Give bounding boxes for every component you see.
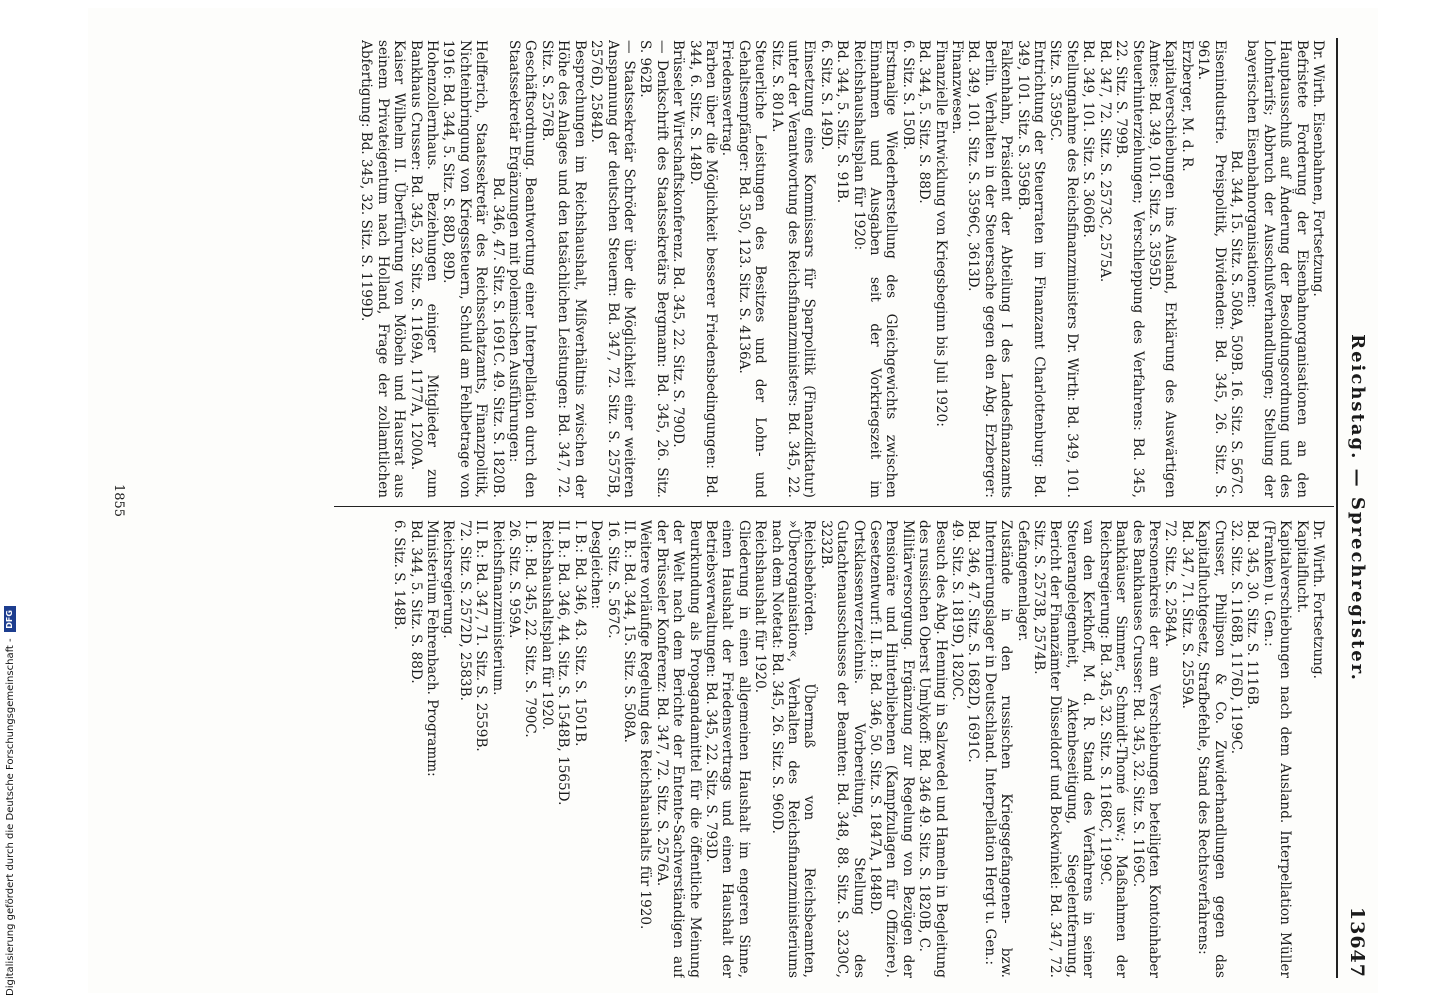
column-divider [334,506,1334,507]
register-entry: Kaiser Wilhelm II. Überführung von Möbeln und Hausrat aus seinem Privateigentum nach Holland, Frage der zollamtlichen Abfertigung: Bd. 345, 32. Sitz. S. 1199D. [358,40,408,498]
register-entry: Erzberger, M. d. R. Kapitalverschiebungen ins Ausland, Erklärung des Auswärtigen Amtes: Bd. 349, 101. Sitz. S. 3595D. Steuerhinterziehungen; Verschleppung des Verfahrens: Bd. 345, 22. Sitz. S. 799B. Bd. 347, 72. Sitz. S. 2573C, 2575A. Bd. 349, 101. Sitz. S. 3606B. Stellungnahme des Reichsfinanzministers Dr. Wirth: Bd. 349, 101. Sitz. S. 3595C. Entrichtung der Steuerraten im Finanzamt Charlottenburg: Bd. 349, 101. Sitz. S. 3596B. [1014,40,1195,498]
register-entry: Dr. Wirth. Eisenbahnen, Fortsetzung. Befristete Forderung der Eisenbahnorganisationen an den Hauptausschuß auf Änderung der Besoldungsordnung und des Lohntarifs; Abbruch der Ausschußverhandlungen; Stellung der bayerischen Eisenbahnorganisationen: Bd. 344, 15. Sitz. S. 508A, 509B. 16. Sitz. S. 567C. [1227,40,1326,498]
right-column [146,520,1326,978]
header-rule [1336,38,1338,978]
register-entry: Helfferich, Staatssekretär des Reichsschatzamts, Finanzpolitik, Nichteinbringung von Kriegssteuern, Schuld am Fehlbetrage von 1916: Bd. 344, 5. Sitz. S. 88D, 89D. [440,40,490,498]
register-entry: van den Kerkhoff, M. d. R. Stand des Verfahrens in seiner Steuerangelegenheit, Aktenbeseitigung, Siegelentfernung, Bericht der Finanzämter Düsseldorf und Bockwinkel: Bd. 347, 72. Sitz. S. 2573B, 2574B. [1031,520,1097,978]
register-entry: Gefangenenlager. Zustände in den russischen Kriegsgefangenen- bzw. Internierungslager in Deutschland. Interpellation Hergt u. Gen.: Bd. 346, 47. Sitz. S. 1682D, 1691C. 49. Sitz. S. 1819D, 1820C. Besuch des Abg. Henning in Salzwedel und Hameln in Begleitung des russischen Oberst Umlykoff: Bd. 346 49. Sitz. S. 1820B, C. [916,520,1031,978]
digitization-notice [4,606,16,996]
digitization-text: Digitalisierung gefördert durch die Deutsche Forschungsgemeinschaft - [4,638,16,996]
page-header [1340,38,1374,978]
register-page [88,8,1378,993]
left-column [146,40,1326,498]
register-entry: Dr. Wirth. Fortsetzung. Kapitalflucht. Kapitalverschiebungen nach dem Ausland. Interpellation Müller (Franken) u. Gen.: Bd. 345, 30. Sitz. S. 1116B. 32. Sitz. S. 1168B, 1176D, 1199C. Crusser, Philipson & Co. Zuwiderhandlungen gegen das Kapitalfluchtgesetz, Strafbefehle, Stand des Rechtsverfahrens: Bd. 347, 71. Sitz. S. 2559A. 72. Sitz. S. 2584A. Personenkreis der am Verschiebungen beteiligten Kontoinhaber des Bankhauses Crusser: Bd. 345, 32. Sitz. S. 1169C. Bankhäuser Simmer, Schmidt-Thomé usw.; Maßnahmen der Reichsregierung: Bd. 345, 32. Sitz. S. 1168C, 1199C. [1096,520,1326,978]
register-entry: Reichsfinanzministerium. II. B.: Bd. 347, 71. Sitz. S. 2559B. 72. Sitz. S. 2572D, 2583B. [456,520,506,752]
register-entry: Ortsklassenverzeichnis. Vorbereitung, Stellung des Gutachtenausschusses der Beamten: Bd. 348, 88. Sitz. S. 3230C, 3232B. [817,520,867,978]
register-entry: Reichshaushalt für 1920. Gliederung in einen allgemeinen Haushalt im engeren Sinne, einen Haushalt der Friedensvertrags und einen Haushalt der Betriebsverwaltungen: Bd. 345, 22. Sitz. S. 793D. Beurkundung als Propagandamittel für die öffentliche Meinung der Welt nach dem Berichte der Entente-Sachverständigen auf der Brüsseler Konferenz: Bd. 347, 72. Sitz. S. 2576A. Weitere vorläufige Regelung des Reichshaushalts für 1920. II. B.: Bd. 344, 15. Sitz. S. 508A. 16. Sitz. S. 567C. Desgleichen: I. B.: Bd. 346, 43. Sitz. S. 1501B. II. B.: Bd. 346, 44. Sitz. S. 1548B, 1565D. Reichshaushaltsplan für 1920. I. B.: Bd. 345, 22. Sitz. S. 790C. 26. Sitz. S. 959A. [506,520,769,978]
register-entry: Reichsregierung. Ministerium Fehrenbach. Programm: Bd. 344, 5. Sitz. S. 88D. 6. Sitz. S. 148B. [391,520,457,777]
register-entry: Geschäftsordnung. Beantwortung einer Interpellation durch den Staatssekretär Ergänzungen mit polemischen Ausführungen: Bd. 346, 47. Sitz. S. 1691C. 49. Sitz. S. 1820B. [489,40,539,498]
dfg-logo: DFG [4,606,16,632]
sheet-number: 1855 [111,483,126,518]
register-entry: Reichsbehörden. Übermaß von Reichsbeamten, »Überorganisation«, Verhalten des Reichsfinanzministeriums nach dem Notetat: Bd. 345, 26. Sitz. S. 960D. [768,520,818,978]
register-entry: Finanzwesen. Finanzielle Entwicklung von Kriegsbeginn bis Juli 1920: Bd. 344, 5. Sitz. S. 88D. 6. Sitz. S. 150B. Erstmalige Wiederherstellung des Gleichgewichts zwischen Einnahmen und Ausgaben seit der Vorkriegszeit im Reichshaushaltsplan für 1920: Bd. 344, 5. Sitz. S. 91B. 6. Sitz. S. 149D. Einsetzung eines Kommissars für Sparpolitik (Finanzdiktatur) unter der Verantwortung des Reichsfinanzministers: Bd. 345, 22. Sitz. S. 801A. Steuerliche Leistungen des Besitzes und der Lohn- und Gehaltsempfänger: Bd. 350, 123. Sitz. S. 4136A. [735,40,966,498]
register-entry: Hohenzollernhaus. Beziehungen einiger Mitglieder zum Bankhaus Crusser: Bd. 345, 32. Sitz. S. 1169A, 1177A, 1200A. [407,40,441,498]
register-entry: Eisenindustrie. Preispolitik, Dividenden: Bd. 345, 26. Sitz. S. 961A. [1195,40,1228,498]
register-entry: Friedensvertrag. Farben über die Möglichkeit besserer Friedensbedingungen: Bd. 344, 6. Sitz. S. 148D. Brüsseler Wirtschaftskonferenz. Bd. 345, 22. Sitz. S. 790D. — Denkschrift des Staatssekretärs Bergmann: Bd. 345, 26. Sitz. S. 962B. — Staatssekretär Schröder über die Möglichkeit einer weiteren Anspannung der deutschen Steuern: Bd. 347, 72. Sitz. S. 2575B, 2576D, 2584D. Besprechungen im Reichshaushalt, Mißverhältnis zwischen der Höhe des Anlages und den tatsächlichen Leistungen: Bd. 347, 72. Sitz. S. 2576B. [538,40,736,498]
page-number: 13647 [1346,906,1368,978]
register-entry: Falkenhahn, Präsident der Abteilung I des Landesfinanzamts Berlin. Verhalten in der Steuersache gegen den Abg. Erzberger: Bd. 349, 101. Sitz. S. 3596C, 3613D. [965,40,1015,498]
register-entry: Militärversorgung. Ergänzung zur Regelung von Bezügen der Pensionäre und Hinterbliebenen (Kampfzulagen für Offiziere). Gesetzentwurf: II. B.: Bd. 346, 50. Sitz. S. 1847A, 1848D. [867,520,916,978]
page-title: Reichstag. — Sprechregister. [1347,334,1368,682]
